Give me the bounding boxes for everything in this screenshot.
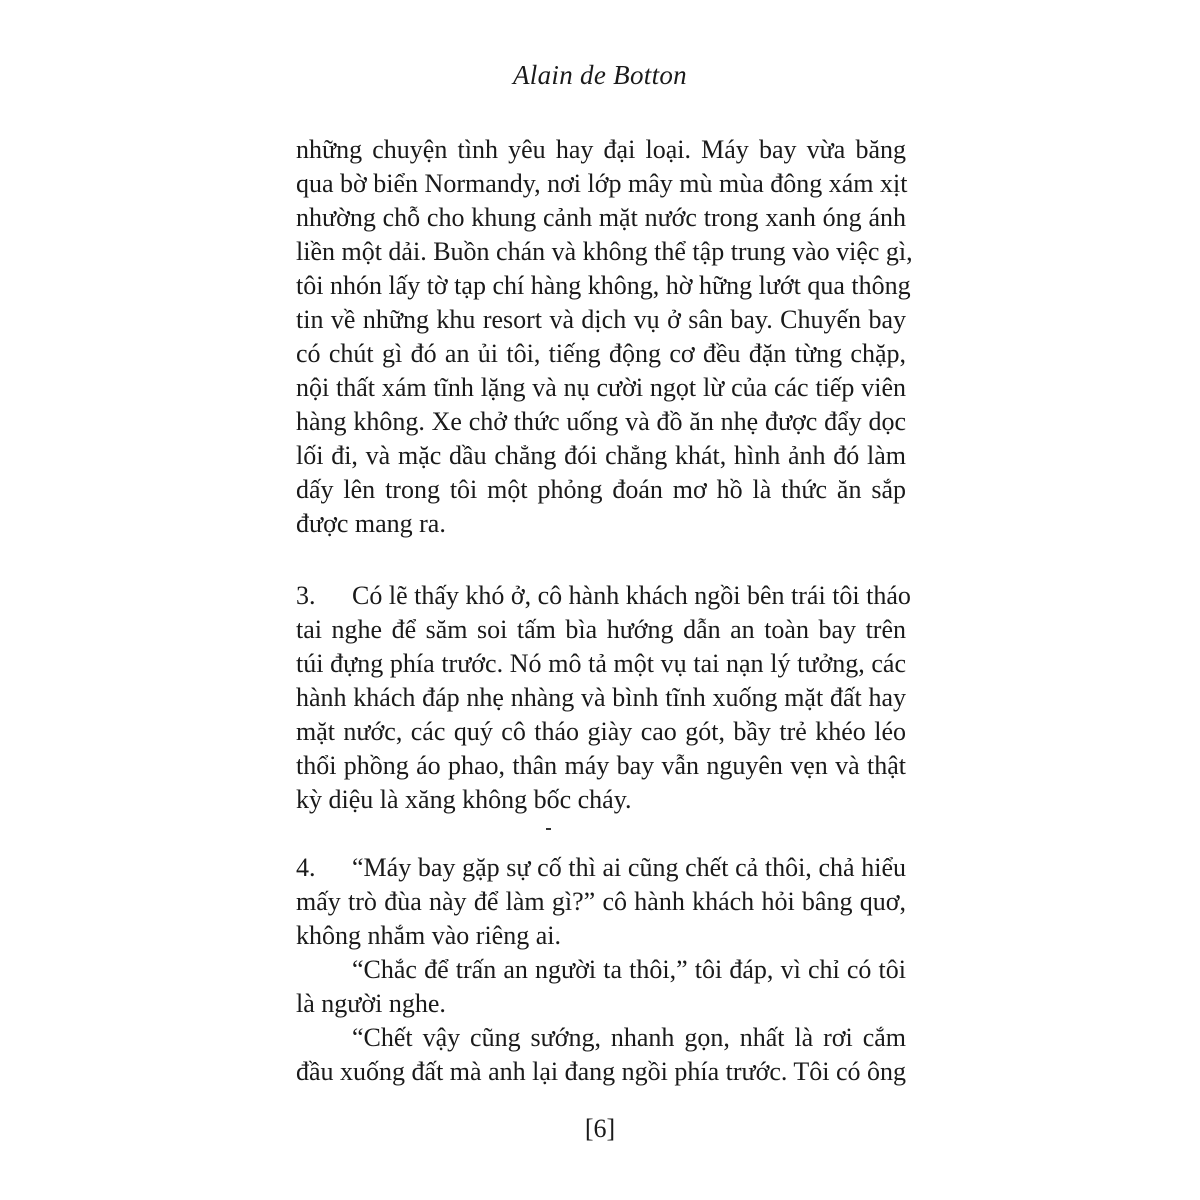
text-line: lối đi, và mặc dầu chẳng đói chẳng khát, hình ảnh đó làm xyxy=(296,441,906,470)
text-line: tai nghe để săm soi tấm bìa hướng dẫn an toàn bay trên xyxy=(296,615,906,644)
text-line: liền một dải. Buồn chán và không thể tập trung vào việc gì, xyxy=(296,237,913,266)
text-line: tin về những khu resort và dịch vụ ở sân bay. Chuyến bay xyxy=(296,305,906,334)
text-line: đầu xuống đất mà anh lại đang ngồi phía trước. Tôi có ông xyxy=(296,1057,907,1086)
text-line: “Chắc để trấn an người ta thôi,” tôi đáp, vì chỉ có tôi xyxy=(352,955,906,984)
text-line: thổi phồng áo phao, thân máy bay vẫn nguyên vẹn và thật xyxy=(296,751,906,780)
section-number: 3. xyxy=(296,581,316,610)
text-line: nội thất xám tĩnh lặng và nụ cười ngọt lừ của các tiếp viên xyxy=(296,373,906,402)
text-line: tôi nhón lấy tờ tạp chí hàng không, hờ hững lướt qua thông xyxy=(296,271,911,300)
text-line: những chuyện tình yêu hay đại loại. Máy bay vừa băng xyxy=(296,135,906,164)
text-line: qua bờ biển Normandy, nơi lớp mây mù mùa đông xám xịt xyxy=(296,169,908,198)
text-line: là người nghe. xyxy=(296,989,446,1018)
page-number: [6] xyxy=(584,1114,616,1143)
text-line: không nhắm vào riêng ai. xyxy=(296,921,561,950)
running-header-author: Alain de Botton xyxy=(513,60,687,90)
section-number: 4. xyxy=(296,853,316,882)
text-line: “Máy bay gặp sự cố thì ai cũng chết cả thôi, chả hiểu xyxy=(352,853,906,882)
scan-speck xyxy=(546,828,551,830)
text-line: có chút gì đó an ủi tôi, tiếng động cơ đều đặn từng chặp, xyxy=(296,339,906,368)
text-line: hàng không. Xe chở thức uống và đồ ăn nhẹ được đẩy dọc xyxy=(296,407,906,436)
text-line: mấy trò đùa này để làm gì?” cô hành khách hỏi bâng quơ, xyxy=(296,887,906,916)
text-line: mặt nước, các quý cô tháo giày cao gót, bầy trẻ khéo léo xyxy=(296,717,906,746)
text-line: túi đựng phía trước. Nó mô tả một vụ tai nạn lý tưởng, các xyxy=(296,649,906,678)
text-line: được mang ra. xyxy=(296,509,446,538)
text-line: dấy lên trong tôi một phỏng đoán mơ hồ là thức ăn sắp xyxy=(296,475,906,504)
text-line: nhường chỗ cho khung cảnh mặt nước trong xanh óng ánh xyxy=(296,203,906,232)
text-line: “Chết vậy cũng sướng, nhanh gọn, nhất là rơi cắm xyxy=(352,1023,906,1052)
text-line: hành khách đáp nhẹ nhàng và bình tĩnh xuống mặt đất hay xyxy=(296,683,906,712)
text-line: Có lẽ thấy khó ở, cô hành khách ngồi bên trái tôi tháo xyxy=(352,581,911,610)
text-line: kỳ diệu là xăng không bốc cháy. xyxy=(296,785,632,814)
